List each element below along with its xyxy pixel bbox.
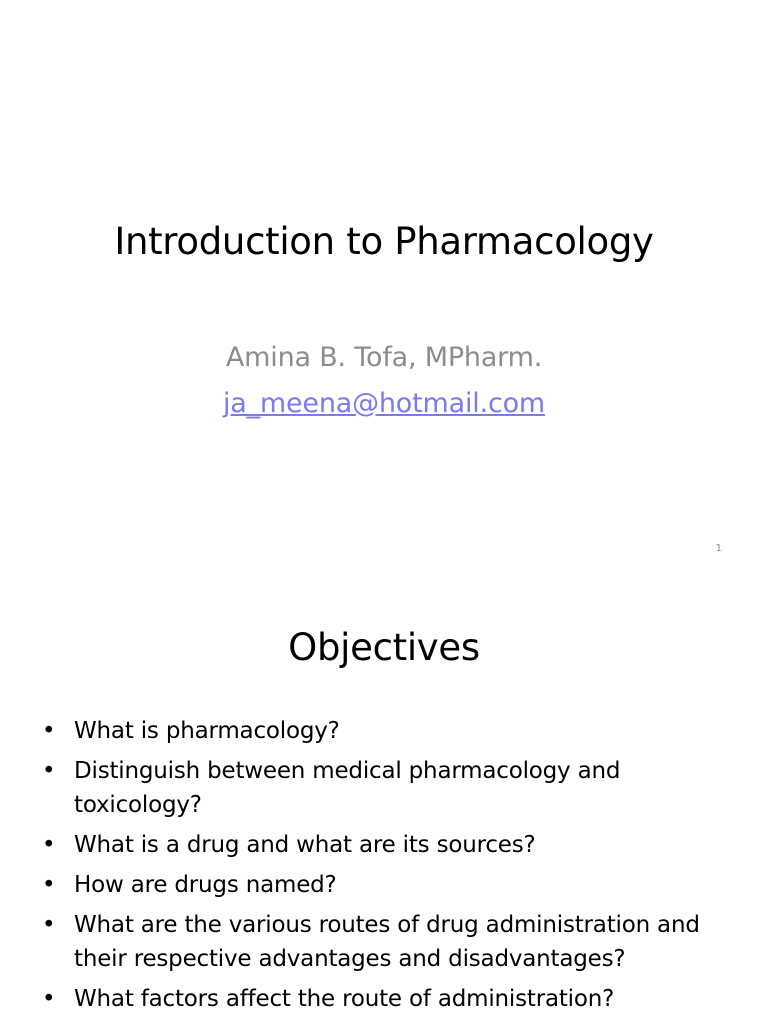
- bullet-icon: •: [42, 872, 56, 898]
- list-item: [42, 908, 742, 976]
- bullet-icon: •: [42, 986, 56, 1012]
- bullet-icon: •: [42, 718, 56, 744]
- slide-number: 1: [715, 543, 722, 554]
- slide-title: Introduction to Pharmacology: [114, 220, 654, 263]
- list-item: [42, 714, 742, 748]
- list-item-text: What is pharmacology?: [74, 718, 340, 744]
- list-item: [42, 868, 742, 902]
- slide-title: Objectives: [288, 626, 480, 669]
- list-item: [42, 828, 742, 862]
- bullet-icon: •: [42, 912, 56, 938]
- objectives-slide: [0, 576, 768, 1024]
- list-item-text: What factors affect the route of administration?: [74, 986, 615, 1012]
- email-link[interactable]: ja_meena@hotmail.com: [222, 388, 546, 419]
- slide-subtitle: [0, 335, 768, 427]
- list-item: [42, 982, 742, 1016]
- list-item-text: Distinguish between medical pharmacology and toxicology?: [74, 758, 621, 818]
- author-name: Amina B. Tofa, MPharm.: [225, 342, 543, 373]
- objectives-list: [42, 714, 742, 1022]
- list-item-text: How are drugs named?: [74, 872, 337, 898]
- list-item: [42, 754, 742, 822]
- list-item-text: What are the various routes of drug administration and their respective advantages and disadvantages?: [74, 912, 700, 972]
- bullet-icon: •: [42, 832, 56, 858]
- list-item-text: What is a drug and what are its sources?: [74, 832, 536, 858]
- bullet-icon: •: [42, 758, 56, 784]
